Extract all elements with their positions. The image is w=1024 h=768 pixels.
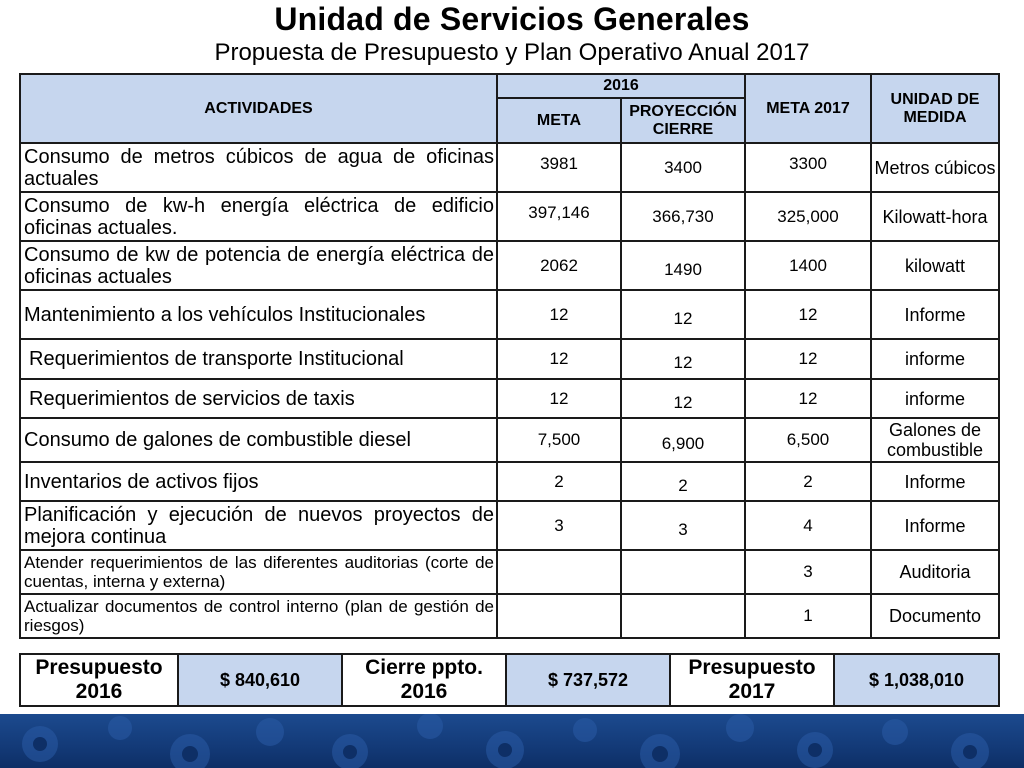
activity-cell: Consumo de galones de combustible diesel bbox=[20, 418, 497, 462]
meta-cell bbox=[497, 594, 621, 638]
unit-cell: Informe bbox=[871, 462, 999, 501]
meta-cell: 7,500 bbox=[497, 418, 621, 462]
budget-summary-table bbox=[19, 653, 1000, 707]
meta-2017-cell: 1 bbox=[745, 594, 871, 638]
unit-cell: Kilowatt-hora bbox=[871, 192, 999, 241]
unit-cell: Metros cúbicos bbox=[871, 143, 999, 192]
unit-cell: Informe bbox=[871, 290, 999, 339]
meta-2017-cell: 12 bbox=[745, 379, 871, 418]
meta-2017-cell: 12 bbox=[745, 339, 871, 379]
meta-2017-cell: 2 bbox=[745, 462, 871, 501]
header-row-top bbox=[20, 74, 999, 98]
meta-2017-cell: 3 bbox=[745, 550, 871, 594]
meta-cell: 3981 bbox=[497, 143, 621, 192]
table-row bbox=[20, 241, 999, 290]
meta-cell: 2062 bbox=[497, 241, 621, 290]
header-unidad: UNIDAD DE MEDIDA bbox=[871, 74, 999, 143]
activity-cell: Requerimientos de transporte Institucional bbox=[20, 339, 497, 379]
activity-cell: Planificación y ejecución de nuevos proyectos de mejora continua bbox=[20, 501, 497, 550]
activity-cell: Atender requerimientos de las diferentes auditorias (corte de cuentas, interna y externa) bbox=[20, 550, 497, 594]
header-meta: META bbox=[497, 98, 621, 143]
proyeccion-cell: 1490 bbox=[621, 241, 745, 290]
meta-2017-cell: 4 bbox=[745, 501, 871, 550]
meta-2017-cell: 325,000 bbox=[745, 192, 871, 241]
activity-cell: Consumo de kw-h energía eléctrica de edificio oficinas actuales. bbox=[20, 192, 497, 241]
meta-cell bbox=[497, 550, 621, 594]
table-row bbox=[20, 550, 999, 594]
unit-cell: Galones de combustible bbox=[871, 418, 999, 462]
table-row bbox=[20, 290, 999, 339]
cierre-value: $ 737,572 bbox=[506, 654, 670, 706]
activity-cell: Requerimientos de servicios de taxis bbox=[20, 379, 497, 418]
table-row bbox=[20, 462, 999, 501]
unit-cell: informe bbox=[871, 339, 999, 379]
header-activities: ACTIVIDADES bbox=[20, 74, 497, 143]
proyeccion-cell: 6,900 bbox=[621, 418, 745, 462]
budget-2016-label: Presupuesto 2016 bbox=[20, 654, 178, 706]
budget-2017-label: Presupuesto 2017 bbox=[670, 654, 834, 706]
cierre-label: Cierre ppto. 2016 bbox=[342, 654, 506, 706]
proyeccion-cell: 12 bbox=[621, 339, 745, 379]
header-meta-2017: META 2017 bbox=[745, 74, 871, 143]
proyeccion-cell: 12 bbox=[621, 379, 745, 418]
proyeccion-cell bbox=[621, 594, 745, 638]
activity-cell: Mantenimiento a los vehículos Institucionales bbox=[20, 290, 497, 339]
activity-cell: Inventarios de activos fijos bbox=[20, 462, 497, 501]
page-subtitle: Propuesta de Presupuesto y Plan Operativo Anual 2017 bbox=[214, 39, 810, 66]
header-proyeccion: PROYECCIÓN CIERRE bbox=[621, 98, 745, 143]
unit-cell: Informe bbox=[871, 501, 999, 550]
footer-gear-band bbox=[0, 714, 1024, 768]
meta-cell: 12 bbox=[497, 379, 621, 418]
activity-cell: Consumo de kw de potencia de energía eléctrica de oficinas actuales bbox=[20, 241, 497, 290]
table-row bbox=[20, 594, 999, 638]
proyeccion-cell: 3400 bbox=[621, 143, 745, 192]
gear-pattern-icon bbox=[0, 714, 1024, 768]
proyeccion-cell: 12 bbox=[621, 290, 745, 339]
table-row bbox=[20, 339, 999, 379]
activity-cell: Consumo de metros cúbicos de agua de oficinas actuales bbox=[20, 143, 497, 192]
unit-cell: kilowatt bbox=[871, 241, 999, 290]
meta-cell: 12 bbox=[497, 339, 621, 379]
table-row bbox=[20, 418, 999, 462]
table-row bbox=[20, 501, 999, 550]
proyeccion-cell: 366,730 bbox=[621, 192, 745, 241]
unit-cell: Documento bbox=[871, 594, 999, 638]
meta-2017-cell: 3300 bbox=[745, 143, 871, 192]
proyeccion-cell: 2 bbox=[621, 462, 745, 501]
meta-cell: 2 bbox=[497, 462, 621, 501]
table-row bbox=[20, 379, 999, 418]
meta-cell: 397,146 bbox=[497, 192, 621, 241]
proyeccion-cell: 3 bbox=[621, 501, 745, 550]
page-title: Unidad de Servicios Generales bbox=[274, 1, 750, 37]
meta-2017-cell: 1400 bbox=[745, 241, 871, 290]
header-year-2016: 2016 bbox=[497, 74, 745, 98]
activities-table bbox=[19, 73, 1000, 639]
meta-cell: 12 bbox=[497, 290, 621, 339]
meta-cell: 3 bbox=[497, 501, 621, 550]
meta-2017-cell: 6,500 bbox=[745, 418, 871, 462]
unit-cell: Auditoria bbox=[871, 550, 999, 594]
budget-2017-value: $ 1,038,010 bbox=[834, 654, 999, 706]
budget-2016-value: $ 840,610 bbox=[178, 654, 342, 706]
activity-cell: Actualizar documentos de control interno (plan de gestión de riesgos) bbox=[20, 594, 497, 638]
table-row bbox=[20, 192, 999, 241]
table-row bbox=[20, 143, 999, 192]
unit-cell: informe bbox=[871, 379, 999, 418]
proyeccion-cell bbox=[621, 550, 745, 594]
meta-2017-cell: 12 bbox=[745, 290, 871, 339]
